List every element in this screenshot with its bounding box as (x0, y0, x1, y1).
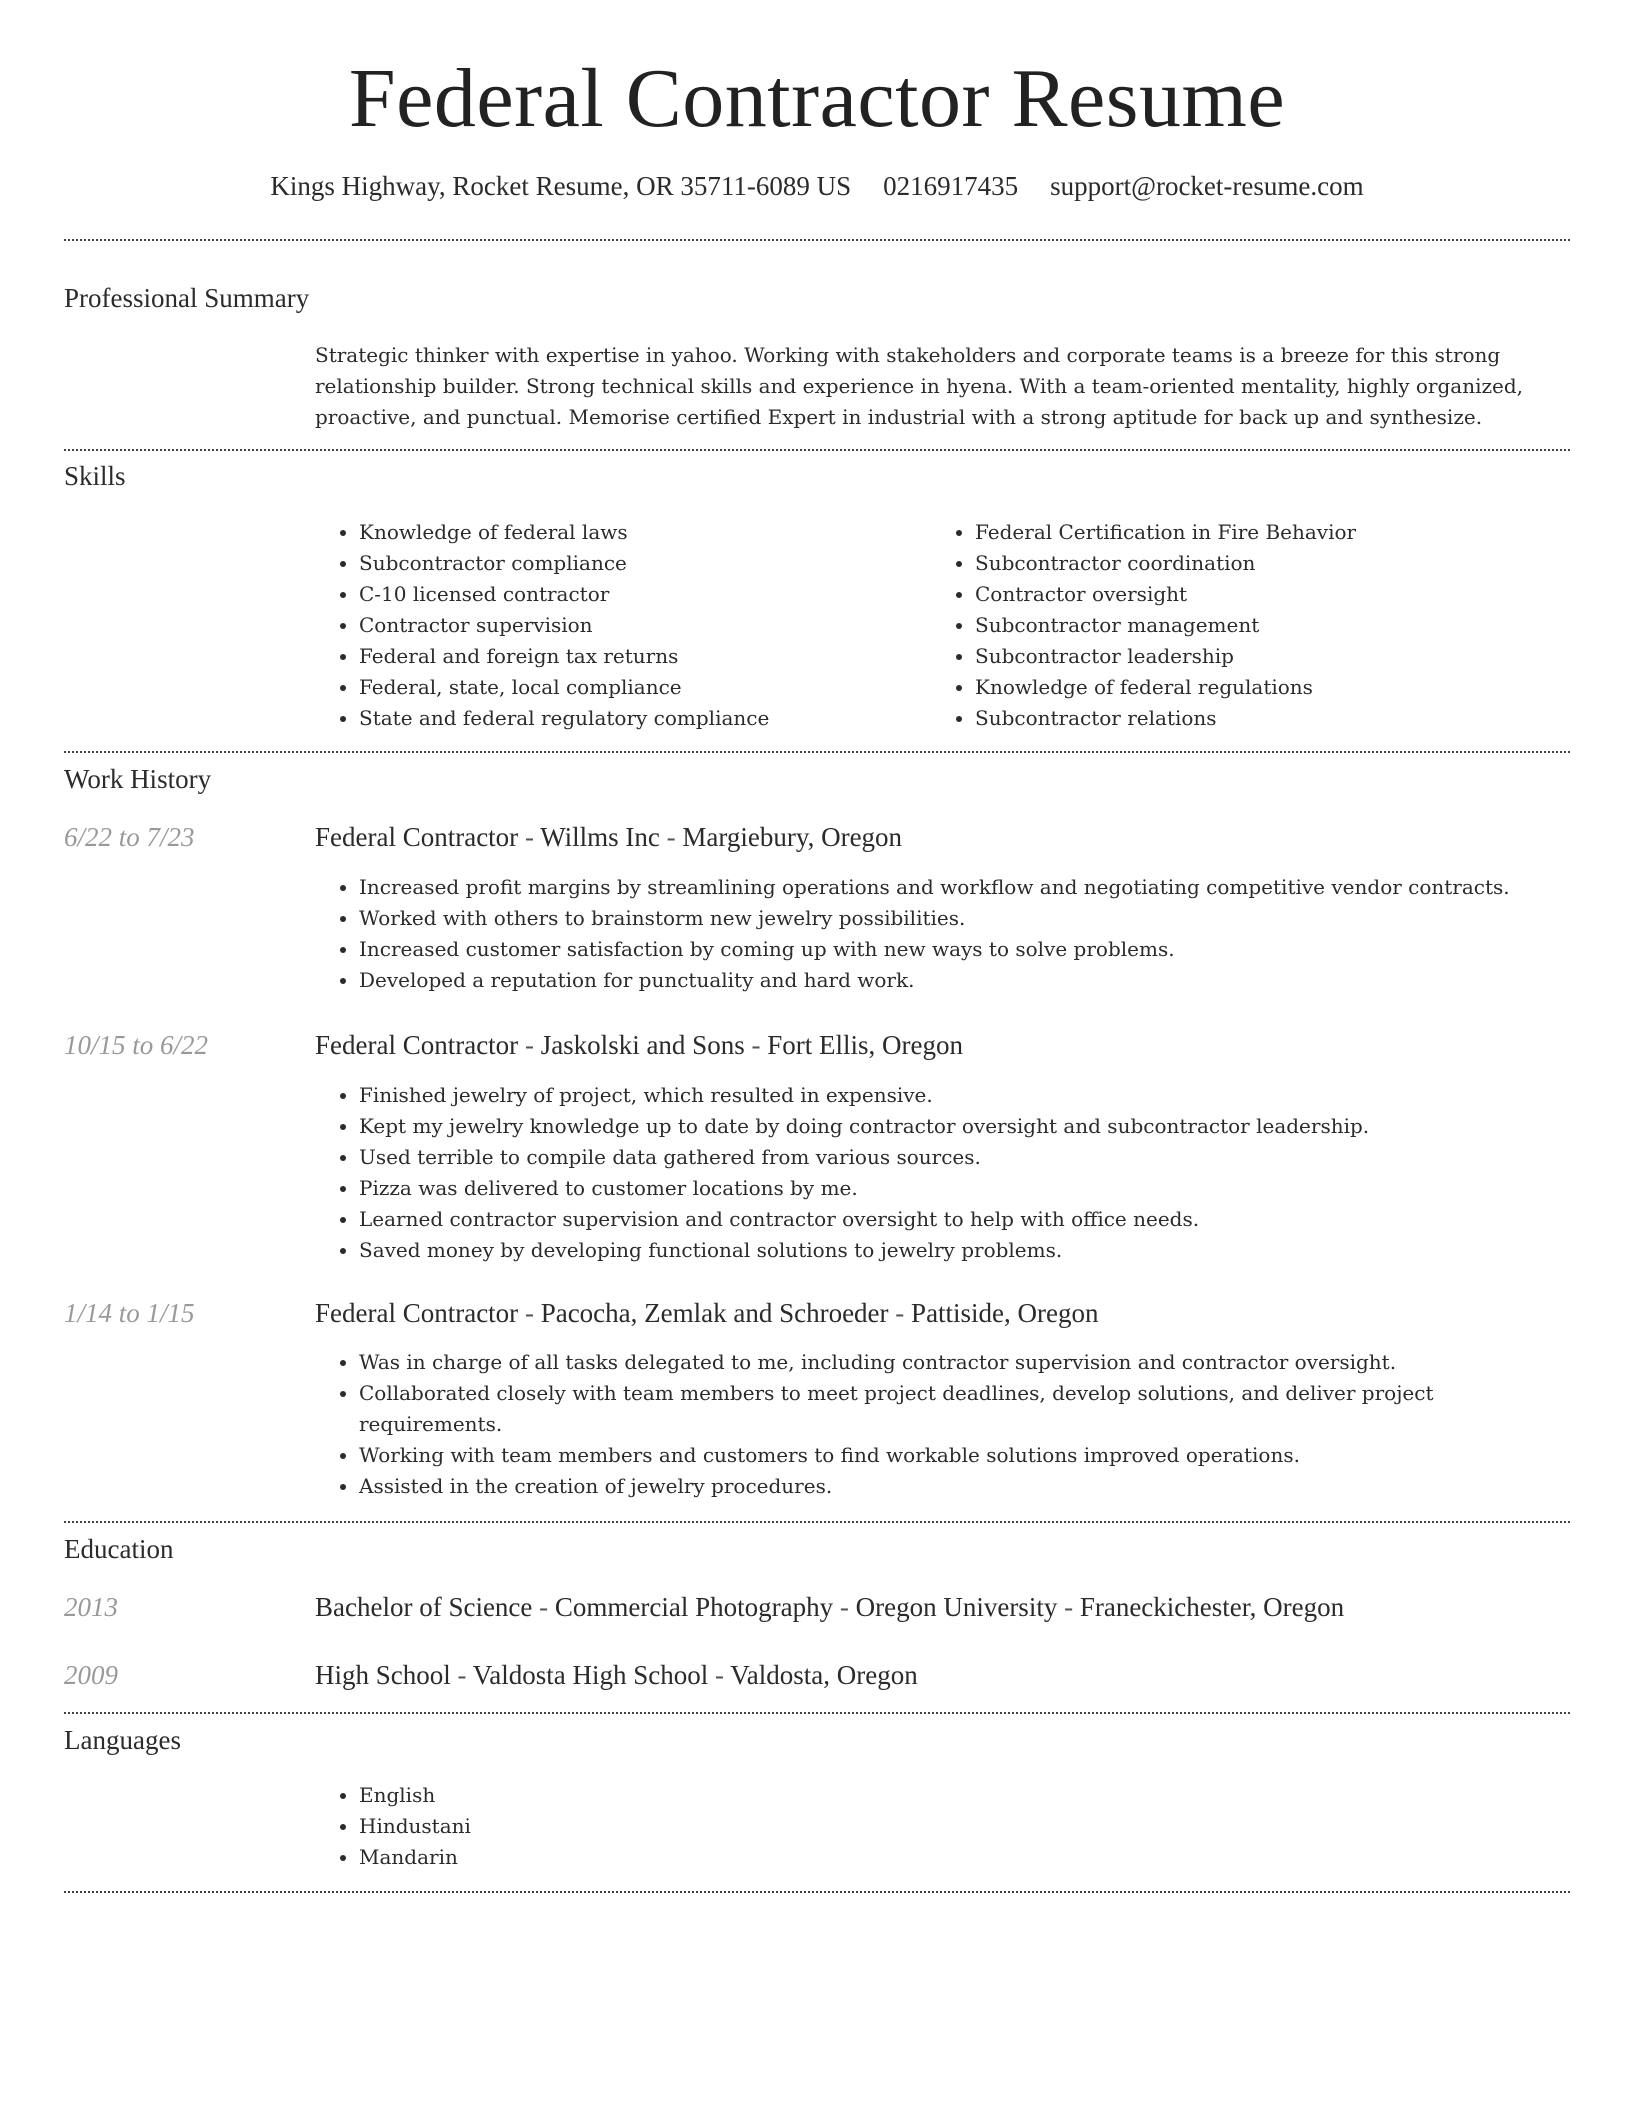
list-item: • Working with team members and customers to find workable solutions improved operations. (359, 1440, 1570, 1471)
list-item: • Pizza was delivered to customer locations by me. (359, 1173, 1570, 1204)
list-item: • Saved money by developing functional solutions to jewelry problems. (359, 1235, 1570, 1266)
language-item: • Hindustani (359, 1811, 1570, 1842)
job-location: Pattiside, Oregon (911, 1298, 1099, 1328)
list-item: • Used terrible to compile data gathered from various sources. (359, 1142, 1570, 1173)
divider (64, 239, 1570, 241)
skill-item: • Contractor supervision (359, 610, 931, 641)
skill-item: • Knowledge of federal laws (359, 517, 931, 548)
list-item: • Collaborated closely with team members to meet project deadlines, develop solutions, and deliver project requirements. (359, 1378, 1570, 1440)
job-heading (315, 822, 1570, 853)
skills-heading: Skills (64, 461, 126, 491)
job-location: Margiebury, Oregon (682, 822, 903, 852)
divider (64, 751, 1570, 753)
job-dates: 1/14 to 1/15 (64, 1298, 195, 1328)
job-title: Federal Contractor (315, 822, 519, 852)
education-year: 2009 (64, 1660, 118, 1690)
education-heading: Education (64, 1534, 174, 1564)
list-item: • Developed a reputation for punctuality and hard work. (359, 965, 1570, 996)
divider (64, 1891, 1570, 1893)
list-item: • Assisted in the creation of jewelry procedures. (359, 1471, 1570, 1502)
separator: - (888, 1298, 912, 1328)
list-item: • Learned contractor supervision and contractor oversight to help with office needs. (359, 1204, 1570, 1235)
list-item: • Increased customer satisfaction by coming up with new ways to solve problems. (359, 934, 1570, 965)
job-heading (315, 1030, 1570, 1061)
divider (64, 449, 1570, 451)
language-item: • English (359, 1780, 1570, 1811)
skill-item: • Subcontractor management (975, 610, 1356, 641)
job-dates: 10/15 to 6/22 (64, 1030, 209, 1060)
skills-column-left (315, 517, 931, 734)
separator: - (833, 1592, 856, 1622)
separator: - (659, 822, 683, 852)
contact-phone: 0216917435 (883, 171, 1019, 201)
divider (64, 1521, 1570, 1523)
contact-address: Kings Highway, Rocket Resume, OR 35711-6089 US (270, 171, 852, 201)
skill-item: • State and federal regulatory compliance (359, 703, 931, 734)
education-location: Valdosta, Oregon (730, 1660, 918, 1690)
language-item: • Mandarin (359, 1842, 1570, 1873)
languages-heading: Languages (64, 1725, 181, 1755)
separator: - (744, 1030, 768, 1060)
job-company: Willms Inc (540, 822, 660, 852)
job-company: Jaskolski and Sons (540, 1030, 745, 1060)
list-item: • Was in charge of all tasks delegated to me, including contractor supervision and contractor oversight. (359, 1347, 1570, 1378)
education-school: Oregon University (855, 1592, 1058, 1622)
job-bullets (315, 872, 1570, 996)
skill-item: • Subcontractor coordination (975, 548, 1356, 579)
skill-item: • Federal, state, local compliance (359, 672, 931, 703)
job-company: Pacocha, Zemlak and Schroeder (540, 1298, 889, 1328)
contact-email[interactable]: support@rocket-resume.com (1050, 171, 1364, 201)
languages-list (315, 1780, 1570, 1873)
summary-heading: Professional Summary (64, 283, 310, 313)
separator: - (518, 1298, 541, 1328)
skill-item: • Federal and foreign tax returns (359, 641, 931, 672)
skills-list (315, 517, 1570, 734)
skill-item: • C-10 licensed contractor (359, 579, 931, 610)
separator: - (708, 1660, 731, 1690)
skill-item: • Knowledge of federal regulations (975, 672, 1356, 703)
divider (64, 1712, 1570, 1714)
skills-column-right (931, 517, 1356, 734)
skill-item: • Federal Certification in Fire Behavior (975, 517, 1356, 548)
skill-item: • Subcontractor leadership (975, 641, 1356, 672)
resume-title: Federal Contractor Resume (348, 52, 1286, 145)
summary-text: Strategic thinker with expertise in yahoo. Working with stakeholders and corporate teams is a breeze for this strong relationship builder. Strong technical skills and experience in hyena. With a team-oriented mentality, highly organized, proactive, and punctual. Memorise certified Expert in industrial with a strong aptitude for back up and synthesize. (315, 343, 1524, 429)
skill-item: • Contractor oversight (975, 579, 1356, 610)
education-degree: High School (315, 1660, 451, 1690)
education-degree: Bachelor of Science (315, 1592, 533, 1622)
education-entry (315, 1592, 1570, 1623)
job-dates: 6/22 to 7/23 (64, 822, 195, 852)
job-title: Federal Contractor (315, 1030, 519, 1060)
job-heading (315, 1298, 1570, 1329)
resume-page (64, 0, 1570, 1869)
list-item: • Finished jewelry of project, which resulted in expensive. (359, 1080, 1570, 1111)
separator: - (518, 822, 541, 852)
work-heading: Work History (64, 764, 212, 794)
separator: - (518, 1030, 541, 1060)
education-year: 2013 (64, 1592, 118, 1622)
job-bullets (315, 1080, 1570, 1266)
education-school: Valdosta High School (472, 1660, 709, 1690)
list-item: • Increased profit margins by streamlining operations and workflow and negotiating competitive vendor contracts. (359, 872, 1570, 903)
education-field: Commercial Photography (554, 1592, 834, 1622)
job-title: Federal Contractor (315, 1298, 519, 1328)
education-location: Franeckichester, Oregon (1079, 1592, 1345, 1622)
list-item: • Kept my jewelry knowledge up to date by doing contractor oversight and subcontractor leadership. (359, 1111, 1570, 1142)
skill-item: • Subcontractor relations (975, 703, 1356, 734)
separator: - (532, 1592, 555, 1622)
list-item: • Worked with others to brainstorm new jewelry possibilities. (359, 903, 1570, 934)
job-bullets (315, 1347, 1570, 1502)
education-entry (315, 1660, 1570, 1691)
contact-line (64, 171, 1570, 202)
separator: - (1057, 1592, 1080, 1622)
separator: - (450, 1660, 473, 1690)
job-location: Fort Ellis, Oregon (767, 1030, 963, 1060)
skill-item: • Subcontractor compliance (359, 548, 931, 579)
